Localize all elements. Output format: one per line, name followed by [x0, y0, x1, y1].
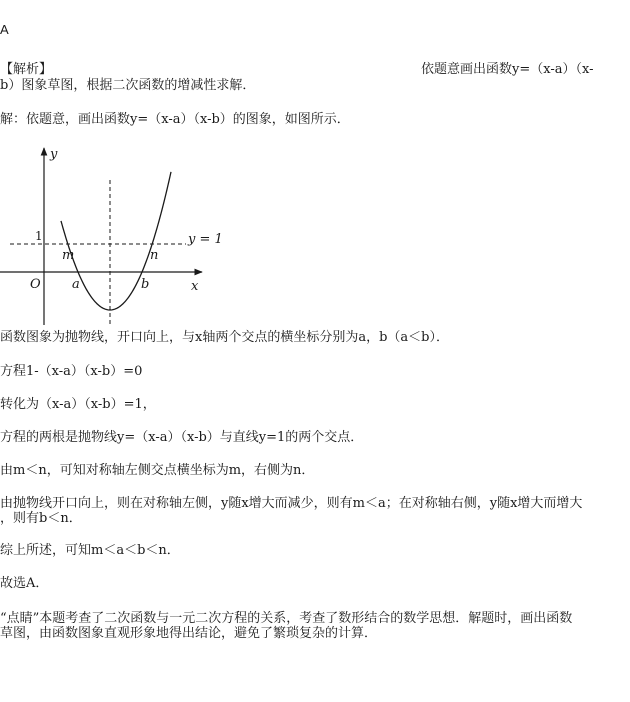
point-n-label: n [150, 248, 159, 263]
point-b-label: b [141, 277, 150, 292]
origin-label: O [30, 277, 41, 292]
solution-line: 方程1-（x-a）（x-b）=0 [0, 364, 143, 379]
analysis-heading: 【解析】 [0, 62, 53, 77]
solution-first-line: 解：依题意，画出函数y=（x-a）（x-b）的图象，如图所示． [0, 112, 350, 127]
solution-line: 由m＜n，可知对称轴左侧交点横坐标为m，右侧为n． [0, 463, 315, 478]
solution-line: 综上所述，可知m＜a＜b＜n． [0, 543, 180, 558]
solution-line: 由抛物线开口向上，则在对称轴左侧，y随x增大而减少，则有m＜a；在对称轴右侧，y随x增大而增大 [0, 496, 583, 511]
y-axis-label: y [50, 147, 58, 162]
solution-line: 方程的两根是抛物线y=（x-a）（x-b）与直线y=1的两个交点． [0, 430, 364, 445]
point-m-label: m [62, 248, 75, 263]
x-axis-label: x [191, 279, 199, 294]
line-y1-label: y = 1 [188, 232, 223, 247]
parabola-figure [0, 140, 230, 330]
analysis-intro-continued: b）图象草图，根据二次函数的增减性求解． [0, 78, 256, 93]
remark-line: “点睛”本题考查了二次函数与一元二次方程的关系，考查了数形结合的数学思想．解题时，画出函数 [0, 611, 573, 626]
solution-line: 函数图象为抛物线，开口向上，与x轴两个交点的横坐标分别为a，b（a＜b）． [0, 330, 449, 345]
solution-line: 故选A． [0, 576, 49, 591]
analysis-intro-right: 依题意画出函数y=（x-a）（x- [421, 62, 594, 77]
solution-line: 转化为（x-a）（x-b）=1， [0, 397, 156, 412]
tick-one-label: 1 [35, 229, 43, 243]
point-a-label: a [72, 277, 80, 292]
answer-letter: A [0, 22, 9, 37]
solution-line: ，则有b＜n． [0, 511, 82, 526]
remark-line: 草图，由函数图象直观形象地得出结论，避免了繁琐复杂的计算． [0, 626, 378, 641]
